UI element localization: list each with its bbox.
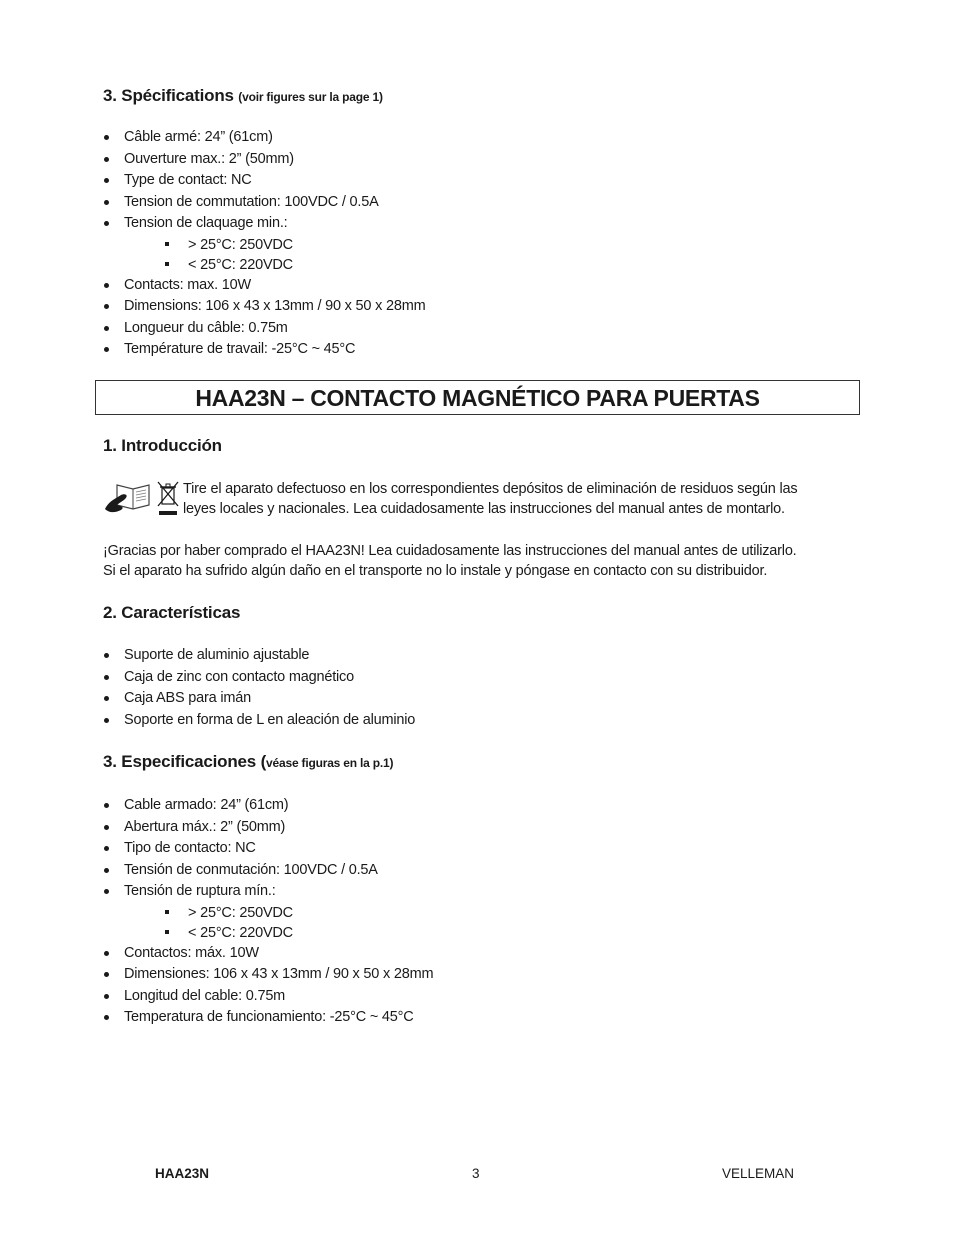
es-specs-heading	[103, 750, 863, 775]
fr-specs-heading-text: 3. Spécifications	[103, 86, 234, 105]
list-item: Longitud del cable: 0.75m	[103, 986, 863, 1008]
list-item: Caja de zinc con contacto magnético	[103, 667, 863, 689]
es-specs-sublist	[103, 903, 863, 943]
list-item: Suporte de aluminio ajustable	[103, 645, 863, 667]
fr-specs-sublist	[103, 235, 863, 275]
list-item: Tensión de ruptura mín.:	[103, 881, 863, 903]
list-item: Ouverture max.: 2” (50mm)	[103, 149, 863, 171]
thanks-line-2: Si el aparato ha sufrido algún daño en el transporte no lo instale y póngase en contacto con su distribuidor.	[103, 563, 768, 579]
list-item: Tipo de contacto: NC	[103, 838, 863, 860]
list-item: Dimensions: 106 x 43 x 13mm / 90 x 50 x 28mm	[103, 296, 863, 318]
fr-specs-list	[103, 127, 863, 235]
disposal-notice-text	[183, 479, 873, 519]
footer-page-number: 3	[472, 1166, 480, 1181]
es-features-heading: 2. Características	[103, 603, 241, 622]
disposal-notice-line-2: leyes locales y nacionales. Lea cuidadosamente las instrucciones del manual antes de montarlo.	[183, 501, 785, 517]
list-item: Soporte en forma de L en aleación de aluminio	[103, 710, 863, 732]
list-item: Caja ABS para imán	[103, 688, 863, 710]
es-specs-heading-text: 3. Especificaciones (	[103, 752, 267, 771]
list-item: Câble armé: 24” (61cm)	[103, 127, 863, 149]
list-item: Température de travail: -25°C ~ 45°C	[103, 339, 863, 361]
section-banner: HAA23N – CONTACTO MAGNÉTICO PARA PUERTAS	[95, 380, 860, 415]
list-item: Contactos: máx. 10W	[103, 943, 863, 965]
list-item: Tensión de conmutación: 100VDC / 0.5A	[103, 860, 863, 882]
footer-brand: VELLEMAN	[722, 1166, 795, 1181]
es-specs-heading-note: véase figuras en la p.1)	[266, 756, 394, 770]
sub-list-item: < 25°C: 220VDC	[103, 923, 863, 943]
list-item: Tension de claquage min.:	[103, 213, 863, 235]
page-footer	[0, 1164, 954, 1184]
footer-model: HAA23N	[155, 1166, 210, 1181]
es-features-list	[103, 645, 863, 731]
es-specs-list	[103, 795, 863, 903]
disposal-notice	[103, 479, 863, 521]
sub-list-item: > 25°C: 250VDC	[103, 903, 863, 923]
list-item: Abertura máx.: 2” (50mm)	[103, 817, 863, 839]
es-intro-heading: 1. Introducción	[103, 436, 222, 455]
sub-list-item: > 25°C: 250VDC	[103, 235, 863, 255]
es-content	[103, 434, 863, 1029]
read-manual-icon	[103, 479, 181, 519]
fr-specs-list-cont	[103, 275, 863, 361]
fr-specs-heading	[103, 84, 863, 109]
list-item: Temperatura de funcionamiento: -25°C ~ 45°C	[103, 1007, 863, 1029]
thanks-line-1: ¡Gracias por haber comprado el HAA23N! Lea cuidadosamente las instrucciones del manual antes de utilizarlo.	[103, 543, 797, 559]
fr-specs-heading-note: (voir figures sur la page 1)	[238, 90, 383, 104]
list-item: Contacts: max. 10W	[103, 275, 863, 297]
notice-icons	[103, 479, 181, 519]
list-item: Type de contact: NC	[103, 170, 863, 192]
sub-list-item: < 25°C: 220VDC	[103, 255, 863, 275]
list-item: Cable armado: 24” (61cm)	[103, 795, 863, 817]
list-item: Tension de commutation: 100VDC / 0.5A	[103, 192, 863, 214]
list-item: Longueur du câble: 0.75m	[103, 318, 863, 340]
es-specs-list-cont	[103, 943, 863, 1029]
list-item: Dimensiones: 106 x 43 x 13mm / 90 x 50 x 28mm	[103, 964, 863, 986]
fr-specs-section	[103, 84, 863, 361]
disposal-notice-line-1: Tire el aparato defectuoso en los correspondientes depósitos de eliminación de residuos según las	[183, 481, 798, 497]
